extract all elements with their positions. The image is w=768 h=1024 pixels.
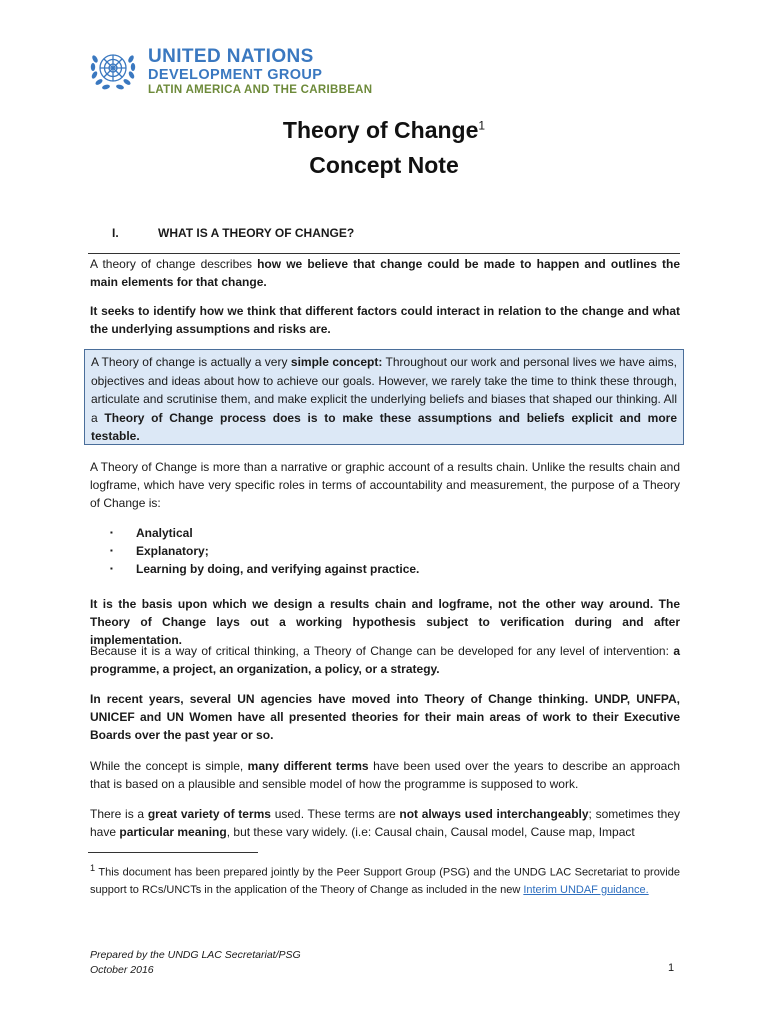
p8-e: ; sometimes they have [90, 807, 680, 839]
list-item [110, 560, 419, 578]
paragraph-6 [90, 690, 680, 744]
p8-g: , but these vary widely. (i.e: Causal chain, Causal model, Cause map, Impact [226, 825, 635, 839]
p1-bold: how we believe that change could be made to happen and outlines the main elements for that change. [90, 257, 680, 289]
footer-date: October 2016 [90, 964, 154, 976]
p7-text: While the concept is simple, [90, 759, 248, 773]
paragraph-2 [90, 302, 680, 338]
document-subtitle: Concept Note [309, 152, 459, 178]
p7-bold: many different terms [247, 759, 369, 773]
logo-line-1: UNITED NATIONS [148, 46, 314, 67]
p6-bold: UNDP, UNFPA, UNICEF and UN Women [90, 692, 680, 724]
list-item [110, 524, 419, 542]
list-item-text: Analytical [136, 526, 193, 540]
section-rule [88, 253, 680, 254]
box-text-d: Theory of Change process does is to make these assumptions and beliefs explicit and more testable. [91, 410, 677, 443]
list-item [110, 542, 419, 560]
box-text-a: A Theory of change is actually a very [91, 355, 291, 369]
footnote-rule [88, 852, 258, 853]
p2-bold: It seeks to identify how we think that different factors could interact in relation to the change and what the underlying assumptions and risks are. [90, 304, 680, 336]
interim-undaf-guidance-link[interactable]: Interim UNDAF guidance. [523, 883, 649, 896]
undg-logo [88, 45, 388, 95]
paragraph-5 [90, 642, 680, 678]
section-number: I. [112, 226, 119, 240]
page-number: 1 [668, 962, 675, 974]
p8-a: There is a [90, 807, 148, 821]
footnote-text: This document has been prepared jointly by the Peer Support Group (PSG) and the UNDG LAC Secretariat to provide support to RCs/UNCTs in the application of the Theory of Change as included in the new [90, 866, 680, 896]
p8-c: used. These terms are [270, 807, 400, 821]
paragraph-1 [90, 255, 680, 291]
p5-text: Because it is a way of critical thinking, a Theory of Change can be developed for any level of intervention: [90, 644, 674, 658]
logo-line-2: DEVELOPMENT GROUP [148, 67, 323, 83]
page-footer [90, 948, 301, 978]
list-item-text: Explanatory; [136, 544, 209, 558]
un-emblem-icon [88, 45, 138, 95]
logo-text [148, 47, 372, 97]
p8-d: not always used interchangeably [399, 807, 589, 821]
title-line-1: Theory of Change [282, 117, 479, 143]
p8-f: particular meaning [119, 825, 227, 839]
paragraph-7 [90, 757, 680, 793]
box-text-b: simple concept: [290, 355, 383, 369]
p1-text: A theory of change describes [90, 257, 258, 271]
p4-bold: It is the basis upon which we design a results chain and logframe, not the other way around. The Theory of Change lays out a working hypothesis subject to verification during and after implementation. [90, 597, 680, 647]
p6-text-end: have all presented theories for their main areas of work to their Executive Boards over the past year or so. [90, 710, 680, 742]
paragraph-4 [90, 595, 680, 649]
footer-prepared-by: Prepared by the UNDG LAC Secretariat/PSG [90, 949, 301, 961]
purpose-list [110, 524, 419, 578]
logo-line-3: LATIN AMERICA AND THE CARIBBEAN [148, 84, 373, 96]
highlight-box-text [91, 353, 677, 446]
paragraph-3: A Theory of Change is more than a narrative or graphic account of a results chain. Unlike the results chain and logframe, which have very specific roles in terms of accountability and measurement, the purpose of a Theory of Change is: [90, 460, 680, 510]
highlight-box [84, 349, 684, 445]
section-title: WHAT IS A THEORY OF CHANGE? [158, 226, 355, 240]
document-title [0, 117, 768, 144]
footnote-marker: 1 [90, 863, 96, 873]
p5-bold: a programme, a project, an organization, a policy, or a strategy. [90, 644, 680, 676]
p6-text: In recent years, several UN agencies have moved into Theory of Change thinking. [90, 692, 595, 706]
list-item-text: Learning by doing, and verifying against practice. [136, 562, 420, 576]
title-footnote-marker: 1 [478, 118, 486, 133]
footnote [90, 860, 680, 899]
p8-b: great variety of terms [147, 807, 271, 821]
box-text-c: Throughout our work and personal lives we have aims, objectives and ideas about how to achieve our goals. However, we rarely take the time to think these through, articulate and scrutinise them, and make explicit the underlying beliefs and biases that shaped our thinking. All a [91, 355, 678, 425]
p7-text-end: have been used over the years to describe an approach that is based on a plausible and sensible model of how the programme is supposed to work. [90, 759, 681, 791]
paragraph-8 [90, 805, 680, 841]
